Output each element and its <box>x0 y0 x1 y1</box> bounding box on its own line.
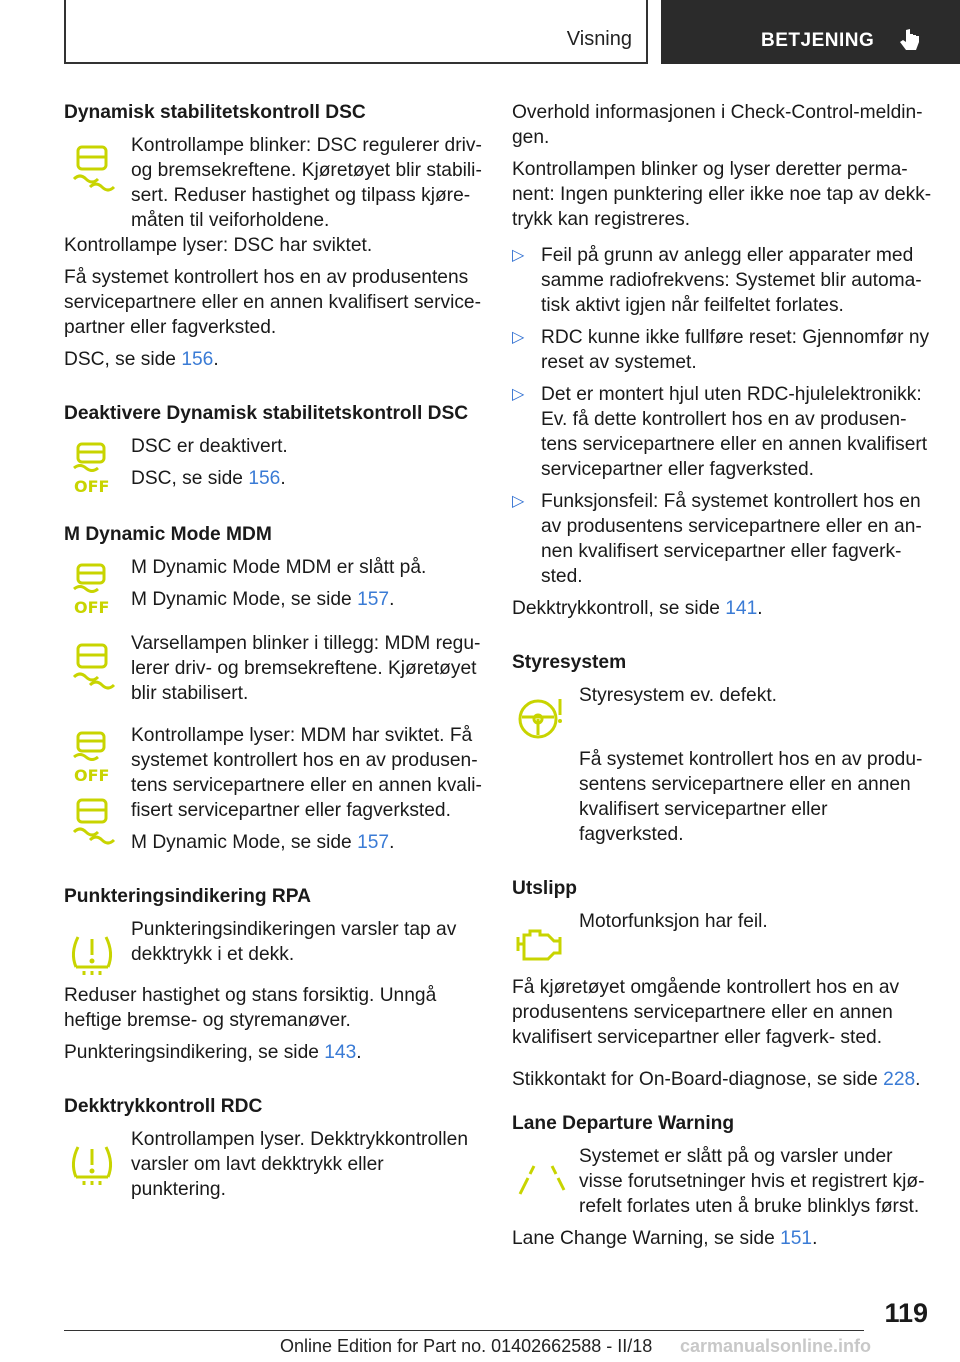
bullet-triangle-icon: ▷ <box>512 329 525 346</box>
emission-p2: Få kjøretøyet omgående kontrollert hos en av produsentens servicepartnere eller en annen kvalifisert servicepartner eller fagverk- sted. <box>512 977 900 1048</box>
rpa-p1: Punkteringsindikeringen varsler tap av dekktrykk i et dekk. <box>131 919 457 965</box>
steering-block <box>512 683 932 749</box>
dsc-ref: DSC, se side 156. <box>64 349 219 370</box>
section-title: Visning <box>566 28 632 50</box>
right-column <box>512 100 932 1258</box>
mdm-fault-icons <box>64 729 131 859</box>
dsc-heading: Dynamisk stabilitetskontroll DSC <box>64 102 366 123</box>
list-item: ▷ Funksjonsfeil: Få systemet kontrollert hos en av produsentens servicepartnere eller en an- nen kvalifisert servicepartner eller fagverk- sted. <box>512 491 922 587</box>
chapter-title: BETJENING <box>761 30 875 51</box>
mdm-p3: Kontrollampe lyser: MDM har sviktet. Få systemet kontrollert hos en av produsen- tens servicepartnere eller en annen kvali- fisert servicepartner eller fagverksted. <box>131 725 482 821</box>
mdm-block-1 <box>64 555 482 621</box>
dsc-off-block <box>64 434 482 500</box>
mdm-p2: Varsellampen blinker i tillegg: MDM regu- lerer driv- og bremsekreftene. Kjøretøyet blir stabilisert. <box>131 633 481 704</box>
emission-p1: Motorfunksjon har feil. <box>579 911 768 932</box>
ldw-heading: Lane Departure Warning <box>512 1113 735 1134</box>
dsc-icon <box>64 637 131 697</box>
engine-icon <box>512 915 579 975</box>
page-number: 119 <box>884 1298 928 1328</box>
mdm-page-link-1[interactable]: 157 <box>357 589 390 610</box>
header-chapter-tab <box>661 0 960 64</box>
bullet-triangle-icon: ▷ <box>512 386 525 403</box>
dsc-icon <box>64 139 131 199</box>
rdc-heading: Dekktrykkontroll RDC <box>64 1096 263 1117</box>
ldw-ref: Lane Change Warning, se side 151. <box>512 1228 818 1249</box>
tire-pressure-icon <box>64 923 131 983</box>
dsc-p1: Kontrollampe lyser: DSC har sviktet. <box>64 235 373 256</box>
footer-edition: Online Edition for Part no. 01402662588 - II/18 <box>280 1336 653 1356</box>
list-item: ▷ RDC kunne ikke fullføre reset: Gjennomfør ny reset av systemet. <box>512 327 930 373</box>
rdc-p1: Kontrollampen lyser. Dekktrykkontrollen varsler om lavt dekktrykk eller punktering. <box>131 1129 468 1200</box>
dsc-p2: Få systemet kontrollert hos en av produsentens servicepartnere eller en annen kvalifisert service- partner eller fagverksted. <box>64 267 481 338</box>
left-column <box>64 100 482 1209</box>
mdm-block-3 <box>64 723 482 862</box>
dsc-text: Kontrollampe blinker: DSC regulerer driv- og bremsekreftene. Kjøretøyet blir stabili- sert. Reduser hastighet og tilpass kjøre- måten til veiforholdene. <box>131 135 482 231</box>
mdm-page-link-2[interactable]: 157 <box>357 832 390 853</box>
bullet-triangle-icon: ▷ <box>512 247 525 264</box>
dsc-off-page-link[interactable]: 156 <box>248 468 281 489</box>
ldw-block <box>512 1144 932 1226</box>
emission-block <box>512 909 932 975</box>
rpa-heading: Punkteringsindikering RPA <box>64 886 311 907</box>
rdc-block <box>64 1127 482 1209</box>
rpa-p2: Reduser hastighet og stans forsiktig. Unngå heftige bremse- og styremanøver. <box>64 985 437 1031</box>
emission-page-link[interactable]: 228 <box>883 1069 916 1090</box>
rpa-block <box>64 917 482 983</box>
list-item: ▷ Feil på grunn av anlegg eller apparater med samme radiofrekvens: Systemet blir automa- tisk aktivt igjen når feilfeltet forlates. <box>512 245 922 316</box>
dsc-block <box>64 133 482 233</box>
dsc-icon <box>64 792 120 848</box>
rpa-ref: Punkteringsindikering, se side 143. <box>64 1042 362 1063</box>
dsc-off-icon <box>64 440 131 500</box>
rdc-ref: Dekktrykkontroll, se side 141. <box>512 598 763 619</box>
steering-p1: Styresystem ev. defekt. <box>579 685 777 706</box>
mdm-block-2 <box>64 631 482 713</box>
dsc-page-link[interactable]: 156 <box>181 349 214 370</box>
header-section-tab <box>64 0 648 64</box>
mdm-heading: M Dynamic Mode MDM <box>64 524 272 545</box>
rdc-cont-p1: Overhold informasjonen i Check-Control-meldin- gen. <box>512 102 923 148</box>
dsc-off-icon <box>64 729 120 785</box>
bullet-triangle-icon: ▷ <box>512 493 525 510</box>
list-item: ▷ Det er montert hjul uten RDC-hjulelektronikk: Ev. få dette kontrollert hos en av produsen- tens servicepartnere eller en annen kvalifisert servicepartner eller fagverksted. <box>512 384 928 480</box>
emission-heading: Utslipp <box>512 878 578 899</box>
steering-heading: Styresystem <box>512 652 627 673</box>
ldw-page-link[interactable]: 151 <box>780 1228 813 1249</box>
emission-ref: Stikkontakt for On-Board-diagnose, se side 228. <box>512 1069 921 1090</box>
svg-text:OFF: OFF <box>74 477 110 496</box>
rpa-page-link[interactable]: 143 <box>324 1042 357 1063</box>
svg-text:OFF: OFF <box>74 766 110 785</box>
footer-divider <box>64 1330 864 1331</box>
svg-text:OFF: OFF <box>74 598 110 617</box>
mdm-p1: M Dynamic Mode MDM er slått på. <box>131 557 427 578</box>
rdc-cont-p2: Kontrollampen blinker og lyser deretter perma- nent: Ingen punktering eller ikke noe tap av dekk- trykk kan registreres. <box>512 159 932 230</box>
dsc-off-ref: DSC, se side 156. <box>131 468 286 489</box>
ldw-p1: Systemet er slått på og varsler under visse forutsetninger hvis et registrert kjø- refelt forlates uten å bruke blinklys først. <box>579 1146 925 1217</box>
dsc-off-heading: Deaktivere Dynamisk stabilitetskontroll DSC <box>64 403 469 424</box>
rdc-page-link[interactable]: 141 <box>725 598 758 619</box>
lane-icon <box>512 1150 579 1210</box>
footer-watermark: carmanualsonline.info <box>680 1336 872 1356</box>
dsc-off-icon <box>64 561 131 621</box>
steering-icon <box>512 689 579 749</box>
tire-pressure-icon <box>64 1133 131 1193</box>
dsc-off-p1: DSC er deaktivert. <box>131 436 288 457</box>
hand-icon <box>897 28 921 56</box>
mdm-ref2: M Dynamic Mode, se side 157. <box>131 832 395 853</box>
steering-p2: Få systemet kontrollert hos en av produ- sentens servicepartnere eller en annen kvalifisert servicepartner eller fagverksted. <box>579 749 923 845</box>
mdm-ref1: M Dynamic Mode, se side 157. <box>131 589 395 610</box>
